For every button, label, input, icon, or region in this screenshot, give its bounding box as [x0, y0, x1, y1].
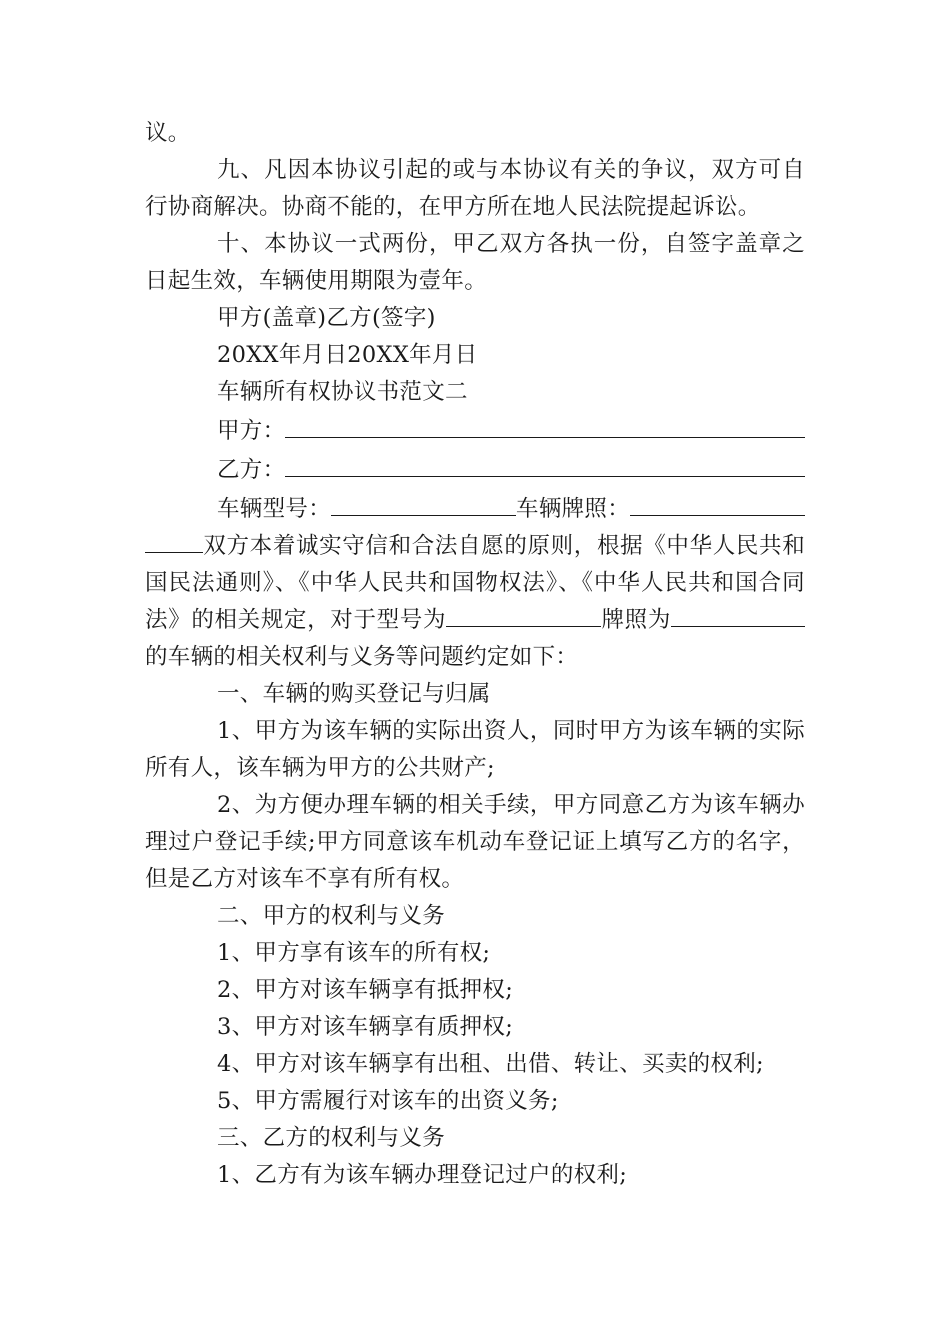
party-b-line	[145, 450, 805, 489]
section-two-item-1: 1、甲方享有该车的所有权;	[217, 940, 491, 966]
intro-paragraph	[145, 528, 805, 676]
vehicle-plate-label: 车辆牌照：	[516, 496, 631, 522]
section-three-item-1: 1、乙方有为该车辆办理登记过户的权利;	[217, 1162, 628, 1188]
section-heading: 车辆所有权协议书范文二	[217, 379, 468, 405]
party-a-label: 甲方：	[217, 418, 286, 444]
section-two-item-3: 3、甲方对该车辆享有质押权;	[217, 1014, 514, 1040]
document-body	[145, 115, 805, 1194]
paragraph-continuation: 议。	[145, 120, 191, 146]
section-two-title: 二、甲方的权利与义务	[217, 903, 446, 929]
intro-text-a: 双方本着诚实守信和合法自愿的原则，根据《中华人民共和国民法通则》、《中华人民共和国物权法》、《中华人民共和国合同法》的相关规定，对于型号为	[145, 533, 805, 633]
signature-dates: 20XX年月日20XX年月日	[217, 342, 478, 368]
party-b-blank	[285, 450, 805, 477]
section-one-title: 一、车辆的购买登记与归属	[217, 681, 491, 707]
vehicle-plate-blank	[630, 489, 805, 516]
section-one-item-2: 2、为方便办理车辆的相关手续，甲方同意乙方为该车辆办理过户登记手续;甲方同意该车机动车登记证上填写乙方的名字，但是乙方对该车不享有所有权。	[145, 792, 805, 892]
vehicle-model-blank	[331, 489, 516, 516]
section-two-item-5: 5、甲方需履行对该车的出资义务;	[217, 1088, 559, 1114]
section-two-item-4: 4、甲方对该车辆享有出租、出借、转让、买卖的权利;	[217, 1051, 764, 1077]
section-two-item-2: 2、甲方对该车辆享有抵押权;	[217, 977, 514, 1003]
section-three-title: 三、乙方的权利与义务	[217, 1125, 446, 1151]
clause-nine: 九、凡因本协议引起的或与本协议有关的争议，双方可自行协商解决。协商不能的，在甲方所在地人民法院提起诉讼。	[145, 157, 805, 220]
intro-text-b: 牌照为	[601, 607, 671, 633]
intro-text-c: 的车辆的相关权利与义务等问题约定如下：	[145, 644, 579, 670]
vehicle-model-label: 车辆型号：	[217, 496, 332, 522]
model-blank-inline	[446, 602, 601, 627]
signature-parties: 甲方(盖章)乙方(签字)	[217, 305, 436, 331]
plate-blank-inline-a	[671, 602, 697, 627]
party-a-blank	[285, 411, 805, 438]
vehicle-info-line	[145, 489, 805, 528]
plate-blank-continued	[145, 528, 203, 553]
plate-blank-inline-b	[697, 602, 805, 627]
party-a-line	[145, 411, 805, 450]
section-one-item-1: 1、甲方为该车辆的实际出资人，同时甲方为该车辆的实际所有人，该车辆为甲方的公共财产;	[145, 718, 805, 781]
clause-ten: 十、本协议一式两份，甲乙双方各执一份，自签字盖章之日起生效，车辆使用期限为壹年。	[145, 231, 805, 294]
party-b-label: 乙方：	[217, 457, 286, 483]
